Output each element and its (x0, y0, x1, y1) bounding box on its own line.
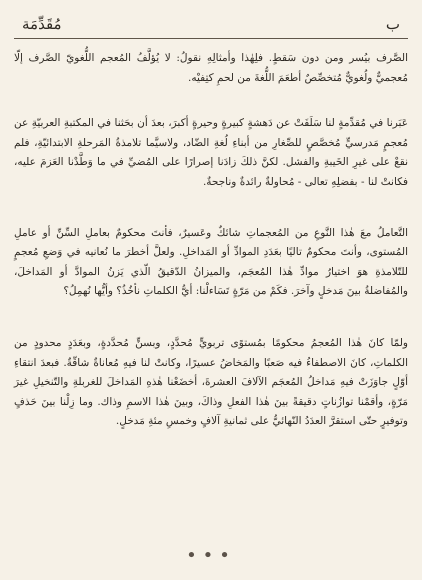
paragraph-3: التَّعاملُ معَ هٰذا النَّوعِ من المُعجماتِ شائكٌ وعَسيرٌ، فأنتَ محكومٌ بعاملِ السِّنِّ أو عاملِ المُستوى، وأنتَ محكومٌ تاليًا بعَدَدِ الموادِّ أو المَداخلِ. ولعلَّ أخطرَ ما نُعانيه في وَضعِ مُعجمٍ للتّلامذةِ هوَ اختيارُ موادِّ هٰذا المُعجَم، والميزانُ الدّقيقُ الّذي يَزنُ الموادَّ أو المَداخلَ، والمُفاضلةُ بينَ مَدخلٍ وآخرَ. فكَمْ من مَرّةٍ تَسَاءلْنا: أيُّ الكلماتِ نأخُذُ؟ وأيُّها نُهمِلُ؟ (14, 226, 408, 298)
paragraph-4: ولمّا كانَ هٰذا المُعجمُ محكومًا بمُستوًى تربويٍّ مُحدَّدٍ، وبسنٍّ مُحدَّدةٍ، وبعَدَدٍ محدودٍ من الكلماتِ، كانَ الاصطفاءُ فيه صَعبًا والمَخاضُ عسيرًا، وكانتْ لنا فيهِ مُعاناةٌ شاقّةٌ. فبعدَ انتقاءِ أوّلٍ جاوَزَتْ فيهِ مَداخلُ المُعجَم الآلافَ العشرةَ، أخضَعْنا هٰذهِ المَداخلَ للغربلةِ والتّنخيلِ غيرَ مَرّةٍ، وأقمْنا توازُناتٍ دقيقةً بينَ هٰذا الفعلِ وذاكَ، وبينَ هٰذا الاسمِ وذاك. وما زِلْنا بينَ حَذفٍ وتوفيرٍ حتّى استقرَّ العدَدُ النّهائيُّ على ثمانيةِ آلافٍ وخمسِ مئةِ مَدخلٍ. (14, 336, 408, 428)
page-header (14, 14, 408, 34)
document-body (14, 49, 408, 432)
running-title: مُقَدِّمَة (22, 15, 62, 33)
paragraph-1: الصَّرف بيُسر ومن دون سَقطٍ. فلِهٰذا وأمثالِهِ نقولُ: لا يُؤلَّفُ المُعجم اللُّغويّ الصَّرف إلّا مُعجميٌّ ولُغويٌّ مُتخصِّصٌ أطعَمَ اللُّغةَ من لحمِ كتِفيْه. (14, 52, 408, 84)
paragraph-2: عَبَرنا في مُقدِّمةٍ لنا سَلَفَتْ عن دَهشةٍ كبيرةٍ وحيرةٍ أكبرَ، بعدَ أن بحَثنا في المكتبةِ العربيّةِ عن مُعجمٍ مَدرسيٍّ مُخصَّصٍ للصِّغارِ من أبناءِ لُغةِ الضّاد، ولاسيَّما تلامذةُ المَرحلةِ الابتدائيّةِ، فلم نقعْ على غيرِ الخَيبةِ والفشل. لكنَّ ذلكَ زادَنا إصرارًا على المُضيِّ في ما وَطَّدْنا العَزمَ عليه، فكانتْ لنا - بفضلِهِ تعالى - مُحاولةٌ رائدةٌ وناجحةٌ. (14, 117, 408, 188)
section-ornament: ••• (186, 545, 236, 566)
page-number: ب (385, 15, 400, 33)
header-divider (14, 38, 408, 39)
